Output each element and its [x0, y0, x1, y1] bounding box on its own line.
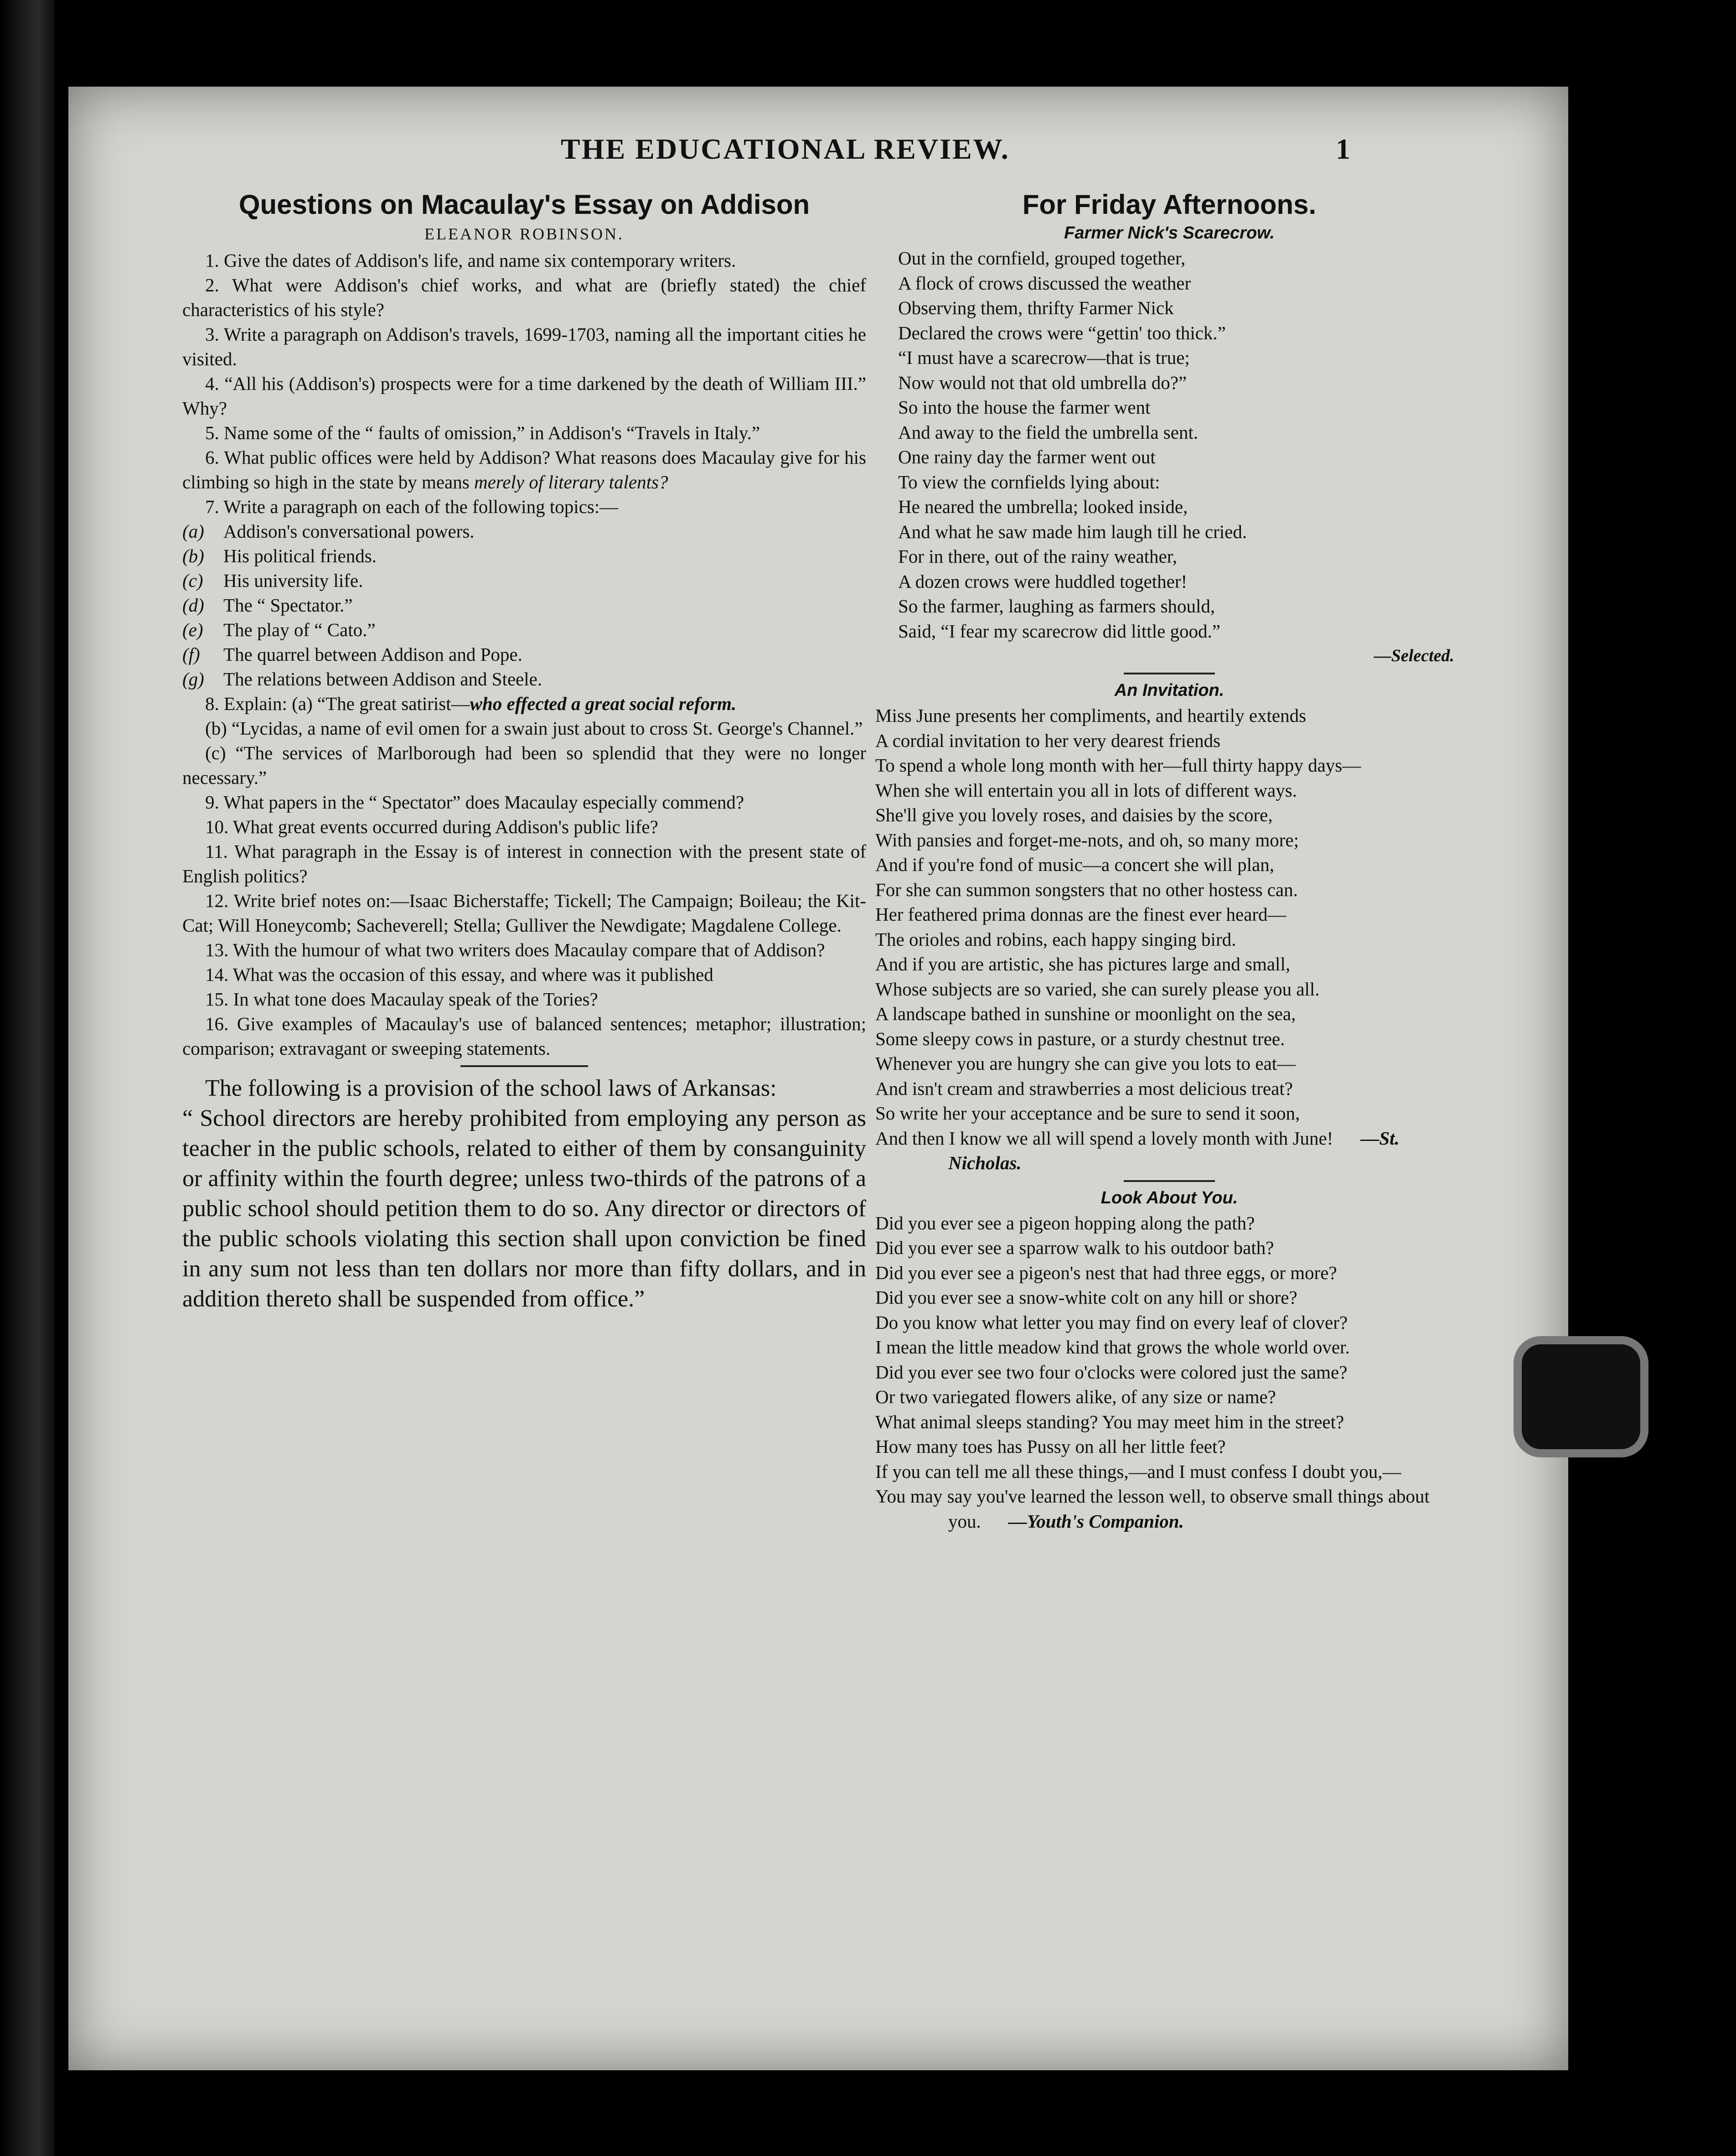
poem-line: Did you ever see a pigeon hopping along the path?: [875, 1212, 1255, 1233]
poem-line: For she can summon songsters that no other hostess can.: [875, 879, 1298, 900]
question-8b: (b) “Lycidas, a name of evil omen for a swain just about to cross St. George's Channel.”: [205, 718, 863, 739]
essay-title: Questions on Macaulay's Essay on Addison: [238, 189, 810, 220]
poem-line: Now would not that old umbrella do?”: [898, 372, 1187, 393]
question-16: 16. Give examples of Macaulay's use of balanced sentences; metaphor; illustration; comparison; extravagant or sweeping statements.: [182, 1013, 866, 1059]
topic-mark: (g): [182, 669, 204, 689]
topic-mark: (f): [182, 644, 200, 665]
topic-item: [182, 617, 866, 642]
poem-line: So into the house the farmer went: [898, 397, 1151, 418]
topic-text: The relations between Addison and Steele.: [223, 669, 542, 689]
poem-title: Look About You.: [1100, 1188, 1238, 1208]
poem-credit: —St. Nicholas.: [948, 1127, 1400, 1173]
topic-text: Addison's conversational powers.: [223, 521, 475, 542]
poem-title: Farmer Nick's Scarecrow.: [1064, 223, 1275, 243]
poem-line: And if you're fond of music—a concert she will plan,: [875, 854, 1274, 875]
arkansas-intro: The following is a provision of the school laws of Arkansas:: [205, 1075, 777, 1101]
poem-line: Did you ever see a snow-white colt on any hill or shore?: [875, 1287, 1297, 1308]
question-1: 1. Give the dates of Addison's life, and name six contemporary writers.: [205, 250, 736, 271]
arkansas-law-quote: “ School directors are hereby prohibited from employing any person as teacher in the public schools, related to either of them by consanguinity or affinity within the fourth degree; unless two-thirds of the patrons of a public school should petition them to do so. Any director or directors of the public schools violating this section shall upon conviction be fined in any sum not less than ten dollars nor more than fifty dollars, and in addition thereto shall be suspended from office.”: [182, 1105, 866, 1312]
right-column: [875, 187, 1463, 1534]
poem-line: Declared the crows were “gettin' too thick.”: [898, 322, 1226, 343]
topic-item: [182, 667, 866, 691]
poem-line: Did you ever see a pigeon's nest that had three eggs, or more?: [875, 1262, 1337, 1283]
poem-line: Some sleepy cows in pasture, or a sturdy chestnut tree.: [875, 1028, 1285, 1049]
question-8c: (c) “The services of Marlborough had been so splendid that they were no longer necessary.”: [182, 742, 866, 788]
page-number: 1: [1336, 133, 1350, 165]
poem-line: To spend a whole long month with her—full thirty happy days—: [875, 755, 1361, 776]
poem-line: And isn't cream and strawberries a most delicious treat?: [875, 1078, 1293, 1099]
running-title: THE EDUCATIONAL REVIEW.: [561, 133, 1010, 165]
poem-line: A flock of crows discussed the weather: [898, 272, 1191, 294]
topic-mark: (e): [182, 619, 203, 640]
book-spine: [0, 0, 55, 2156]
poem-line: [875, 1126, 1463, 1176]
poem-line: For in there, out of the rainy weather,: [898, 546, 1178, 567]
poem-line: Observing them, thrifty Farmer Nick: [898, 297, 1174, 318]
question-9: 9. What papers in the “ Spectator” does Macaulay especially commend?: [205, 792, 744, 813]
question-14: 14. What was the occasion of this essay, and where was it published: [205, 964, 713, 985]
question-8-text: 8. Explain: (a) “The great satirist—: [205, 693, 470, 714]
author-byline: ELEANOR ROBINSON.: [424, 225, 624, 243]
poem-line: How many toes has Pussy on all her little feet?: [875, 1436, 1226, 1457]
poem-invitation: [875, 703, 1463, 1176]
question-5: 5. Name some of the “ faults of omission,” in Addison's “Travels in Italy.”: [205, 422, 760, 443]
topic-text: His university life.: [223, 570, 363, 591]
topic-item: [182, 568, 866, 593]
poem-line: If you can tell me all these things,—and I must confess I doubt you,—: [875, 1461, 1401, 1482]
section-divider: [1124, 673, 1215, 674]
poem-line: Did you ever see two four o'clocks were colored just the same?: [875, 1361, 1348, 1383]
poem-line: With pansies and forget-me-nots, and oh, so many more;: [875, 829, 1299, 850]
topic-text: The play of “ Cato.”: [223, 619, 376, 640]
poem-line: What animal sleeps standing? You may meet him in the street?: [875, 1411, 1344, 1432]
poem-line: I mean the little meadow kind that grows the whole world over.: [875, 1337, 1350, 1358]
poem-line: The orioles and robins, each happy singing bird.: [875, 928, 1236, 950]
poem-line: Or two variegated flowers alike, of any size or name?: [875, 1386, 1276, 1407]
running-header: [0, 132, 1736, 182]
poem-line: He neared the umbrella; looked inside,: [898, 496, 1188, 517]
topic-mark: (d): [182, 595, 204, 616]
topic-text: His political friends.: [223, 545, 377, 566]
question-15: 15. In what tone does Macaulay speak of the Tories?: [205, 989, 598, 1010]
topic-item: [182, 642, 866, 667]
poem-line-text: And then I know we all will spend a lovely month with June!: [875, 1127, 1333, 1149]
poem-line: Said, “I fear my scarecrow did little good.”: [898, 620, 1220, 642]
topic-item: [182, 593, 866, 617]
poem-line: “I must have a scarecrow—that is true;: [898, 347, 1190, 368]
topic-mark: (a): [182, 521, 204, 542]
question-11: 11. What paragraph in the Essay is of interest in connection with the present state of English politics?: [182, 841, 866, 886]
poem-line: Out in the cornfield, grouped together,: [898, 248, 1186, 269]
topic-item: [182, 544, 866, 568]
section-divider: [460, 1065, 588, 1067]
left-column: [182, 187, 866, 1314]
poem-look-about-you: [875, 1211, 1463, 1534]
question-4: 4. “All his (Addison's) prospects were for a time darkened by the death of William III.” Why?: [182, 373, 866, 419]
question-2: 2. What were Addison's chief works, and what are (briefly stated) the chief characteristics of his style?: [182, 275, 866, 320]
poem-line-text: You may say you've learned the lesson well, to observe small things about you.: [875, 1486, 1430, 1532]
topic-text: The “ Spectator.”: [223, 595, 353, 616]
poem-line: Whose subjects are so varied, she can surely please you all.: [875, 978, 1320, 1000]
poem-line: A dozen crows were huddled together!: [898, 570, 1188, 592]
question-13: 13. With the humour of what two writers does Macaulay compare that of Addison?: [205, 939, 825, 960]
poem-line: A cordial invitation to her very dearest friends: [875, 730, 1221, 751]
poem-line: And away to the field the umbrella sent.: [898, 421, 1199, 443]
topic-list: [182, 519, 866, 691]
poem-line: One rainy day the farmer went out: [898, 446, 1156, 467]
poem-line: A landscape bathed in sunshine or moonlight on the sea,: [875, 1003, 1296, 1024]
poem-line: So write her your acceptance and be sure to send it soon,: [875, 1103, 1300, 1124]
poem-line: Did you ever see a sparrow walk to his outdoor bath?: [875, 1237, 1274, 1258]
poem-line: When she will entertain you all in lots of different ways.: [875, 779, 1297, 801]
friday-title: For Friday Afternoons.: [1022, 189, 1317, 220]
poem-line: To view the cornfields lying about:: [898, 471, 1160, 492]
poem-line: So the farmer, laughing as farmers should,: [898, 596, 1215, 617]
poem-line: She'll give you lovely roses, and daisies by the score,: [875, 804, 1273, 825]
poem-line: Her feathered prima donnas are the finest ever heard—: [875, 904, 1286, 925]
topic-item: [182, 519, 866, 544]
poem-line: [875, 1484, 1463, 1534]
question-10: 10. What great events occurred during Addison's public life?: [205, 816, 658, 837]
poem-scarecrow: [875, 246, 1463, 643]
poem-title: An Invitation.: [1114, 681, 1224, 700]
poem-credit: —Selected.: [1374, 646, 1454, 665]
topic-text: The quarrel between Addison and Pope.: [223, 644, 522, 665]
section-divider: [1124, 1180, 1215, 1182]
poem-line: Whenever you are hungry she can give you lots to eat—: [875, 1053, 1296, 1074]
question-6-text: 6. What public offices were held by Addison? What reasons does Macaulay give for his climbing so high in the state by means: [182, 447, 866, 492]
question-8-italic: who effected a great social reform.: [470, 693, 737, 714]
poem-line: And if you are artistic, she has pictures large and small,: [875, 954, 1291, 974]
topic-mark: (b): [182, 545, 204, 566]
question-8: [182, 691, 866, 716]
topic-mark: (c): [182, 570, 203, 591]
question-6: [182, 445, 866, 494]
question-12: 12. Write brief notes on:—Isaac Bicherstaffe; Tickell; The Campaign; Boileau; the Kit-Cat; Will Honeycomb; Sacheverell; Stella; Gulliver the Newdigate; Magdalene College.: [182, 890, 866, 936]
poem-line: Miss June presents her compliments, and heartily extends: [875, 705, 1307, 726]
poem-line: Do you know what letter you may find on every leaf of clover?: [875, 1311, 1348, 1333]
question-3: 3. Write a paragraph on Addison's travels, 1699-1703, naming all the important cities he visited.: [182, 324, 866, 369]
page-clip: [1514, 1336, 1648, 1457]
poem-credit: —Youth's Companion.: [1008, 1510, 1184, 1532]
question-7: 7. Write a paragraph on each of the following topics:—: [205, 496, 619, 517]
poem-line: And what he saw made him laugh till he cried.: [898, 521, 1247, 542]
question-6-italic: merely of literary talents?: [474, 472, 668, 492]
